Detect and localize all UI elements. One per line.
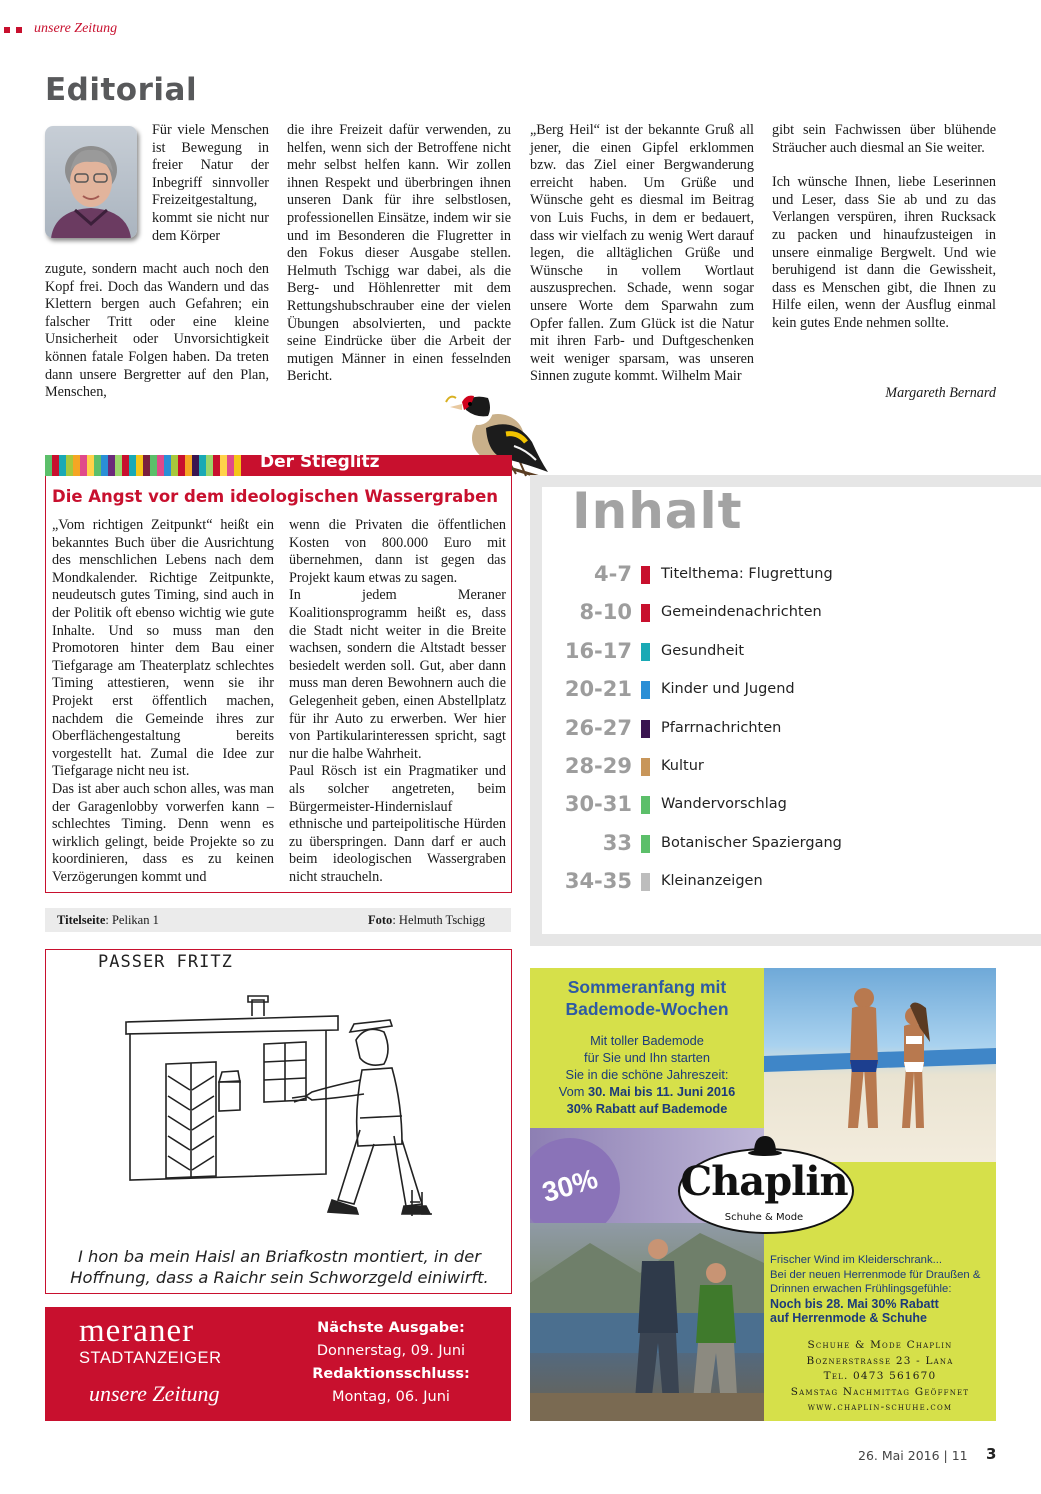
toc-page-range: 30-31 [564, 792, 632, 817]
masthead-issue-info: Nächste Ausgabe: Donnerstag, 09. Juni Redaktionsschluss: Montag, 06. Juni [312, 1320, 470, 1405]
toc-item [562, 637, 862, 667]
toc-item [562, 714, 862, 744]
editorial-col1-bottom: zugute, sondern macht auch noch den Kopf frei. Doch das Wandern und das Klettern bergen auch Gefahren; ein falscher Tritt oder eine kleine Unsicherheit oder Unvorsichtigkeit können fatale Folgen haben. Da treten dann unsere Bergretter auf den Plan, Menschen, [45, 261, 269, 401]
header-brand: unsere Zeitung [34, 21, 118, 36]
masthead-box [45, 1307, 511, 1421]
photo-credit: Foto: Helmuth Tschigg [368, 913, 485, 927]
ad-address: Schuhe & Mode Chaplin Boznerstrasse 23 - Lana Tel. 0473 561670 Samstag Nachmittag Geöffnet www.chaplin-schuhe.com [790, 1339, 970, 1413]
toc-item [562, 560, 862, 590]
stieglitz-col1: „Vom richtigen Zeitpunkt“ heißt ein bekanntes Buch über die Ausrichtung des menschlichen Lebens nach dem Mondkalender. Richtige Zeitpunkte, neudeutsch gutes Timing, sind auch in der Politik oft ebenso wichtig wie gute Inhalte. Und so muss man den Promotoren hinter dem Bau einer Tiefgarage am Theaterplatz schlechtes Timing attestieren, wenn sie ihr Projekt erst öffentlich machen, nachdem die Gemeinde ihres zur Oberflächengestaltung bereits vorgestellt hat. Zumal die Idee zur Tiefgarage nicht neu ist. Das ist aber auch schon alles, was man der Garagenlobby vorwerfen kann – schlechtes Timing. Denn wenn es wirklich gelingt, beide Projekte so zu koordinieren, dass es zu keinen Verzögerungen kommt und [52, 517, 274, 885]
toc-item [562, 752, 862, 782]
toc-color-marker [641, 681, 650, 699]
toc-page-range: 33 [602, 830, 632, 855]
toc-color-marker [641, 720, 650, 738]
toc-color-marker [641, 758, 650, 776]
author-photo [45, 126, 137, 238]
ad-herrenmode-text: Frischer Wind im Kleiderschrank... Bei der neuen Herrenmode für Draußen & Drinnen erwachen Frühlingsgefühle: Noch bis 28. Mai 30% Rabatt auf Herrenmode & Schuhe [770, 1254, 981, 1325]
toc-frame-left [530, 475, 542, 946]
page-number: 3 [986, 1445, 997, 1463]
toc-label: Kinder und Jugend [661, 681, 795, 698]
toc-color-marker [641, 873, 650, 891]
cartoon-title: PASSER FRITZ [98, 952, 233, 972]
toc-color-marker [641, 566, 650, 584]
cartoon-box [45, 949, 512, 1294]
toc-page-range: 20-21 [564, 677, 632, 702]
toc-color-marker [641, 643, 650, 661]
toc-label: Gemeindenachrichten [661, 604, 822, 621]
stieglitz-column-name: Der Stieglitz [260, 452, 380, 472]
hat-icon [748, 1134, 782, 1156]
stieglitz-headline: Die Angst vor dem ideologischen Wassergraben [52, 487, 499, 506]
editorial-col3: „Berg Heil“ ist der bekannte Gruß all jener, die einen Gipfel erklommen bzw. das Ziel einer Bergwanderung erreicht haben. Um Grüße und Wünsche geht es diesmal im Beitrag von Luis Fuchs, in dem er bedauert, dass wir vielfach zu wenig Wert darauf legen, die alltäglichen Grüße und Wünsche in vollem Wortlaut auszusprechen. Schade, wenn sogar unsere Worte dem Sparwahn zum Opfer fallen. Zum Glück ist die Natur mit ihren Farb- und Duftgeschenken weit weniger sparsam, was unseren Sinnen zugute kommt. Wilhelm Mair [530, 122, 754, 385]
cartoon-caption: I hon ba mein Haisl an Briafkostn montiert, in der Hoffnung, dass a Raichr sein Schworzgeld einiwirft. [70, 1247, 489, 1287]
editorial-col4: gibt sein Fachwissen über blühende Sträucher auch diesmal an Sie weiter. Ich wünsche Ihnen, liebe Leserinnen und Leser, dass Sie ab und zu das Verlangen verspüren, ihren Rucksack zu packen und hinaufzusteigen in unsere einmalige Bergwelt. Und wie beruhigend ist dann die Gewissheit, dass es Menschen gibt, die Ihnen zu Hilfe eilen, wenn der Ausflug einmal kein gutes Ende nehmen sollte. [772, 122, 996, 331]
footer-date: 26. Mai 2016 | 11 [858, 1448, 968, 1463]
cartoon-drawing [106, 980, 446, 1240]
toc-label: Wandervorschlag [661, 796, 787, 813]
toc-color-marker [641, 835, 650, 853]
editorial-signature: Margareth Bernard [885, 385, 996, 401]
toc-label: Pfarrnachrichten [661, 719, 782, 736]
ad-headline: Sommeranfang mit Bademode-Wochen [565, 977, 729, 1019]
ad-box [530, 968, 996, 1421]
toc-item [562, 867, 862, 897]
toc-item [562, 598, 862, 628]
toc-page-range: 4-7 [594, 562, 632, 586]
chaplin-brand: Chaplin [680, 1158, 848, 1205]
editorial-title: Editorial [45, 72, 198, 108]
masthead-sub2: unsere Zeitung [89, 1381, 220, 1406]
credits-bar [45, 908, 511, 932]
toc-item [562, 675, 862, 705]
ad-badge-text: 30% [538, 1162, 602, 1209]
toc-color-marker [641, 604, 650, 622]
chaplin-brand-sub: Schuhe & Mode [724, 1212, 804, 1223]
toc-label: Titelthema: Flugrettung [661, 566, 833, 582]
ad-men-photo [530, 1223, 764, 1421]
toc-label: Gesundheit [661, 642, 745, 659]
toc-page-range: 28-29 [564, 754, 632, 778]
toc-label: Kleinanzeigen [661, 873, 763, 890]
toc-frame-bottom [530, 934, 1041, 946]
toc-item [562, 829, 862, 859]
toc-label: Botanischer Spaziergang [661, 834, 842, 851]
toc-color-marker [641, 796, 650, 814]
toc-title: Inhalt [572, 482, 743, 540]
toc-page-range: 34-35 [564, 869, 632, 894]
cartoon-signature [46, 950, 47, 951]
masthead-subname: STADTANZEIGER [79, 1349, 222, 1367]
toc-page-range: 26-27 [564, 715, 632, 740]
stieglitz-col2: wenn die Privaten die öffentlichen Kosten von 800.000 Euro mit übernehmen, dann ist gegen das Projekt kaum etwas zu sagen. In jedem Meraner Koalitionsprogramm heißt es, dass die Stadt nicht weiter in die Breite wachsen, sondern die Altstadt besser besiedelt werden soll. Gut, aber dann muss man deren Bewohnern auch die Gelegenheit geben, einen Abstellplatz für ihr Auto zu erwerben. Wer hier von Partikularinteressen spricht, sagt nur die halbe Wahrheit. Paul Rösch ist ein Pragmatiker und als solcher angetreten, beim Bürgermeister-Hindernislauf ethnische und parteipolitische Hürden zu überspringen. Dann darf er auch beim ideologischen Wassergraben nicht straucheln. [289, 517, 506, 885]
editorial-col1-top: Für viele Menschen ist Bewegung in freier Natur der Inbegriff sinnvoller Freizeitgestaltung, kommt sie nicht nur dem Körper [152, 122, 269, 244]
editorial-col2: die ihre Freizeit dafür verwenden, zu helfen, wenn sich der Betroffene nicht mehr selbst helfen kann. Wir zollen ihnen Respekt und überbringen ihnen unseren Dank für ihre selbstlosen, professionellen Einsätze, indem wir sie und im Besonderen die Flugretter in den Fokus dieser Ausgabe stellen. Helmuth Tschigg war dabei, als die Berg- und Höhlenretter mit dem Rettungshubschrauber eine der vielen Übungen absolvierten, und packte seine Eindrücke über die Arbeit der mutigen Männer in einen fesselnden Bericht. [287, 122, 511, 385]
masthead-name: meraner [79, 1313, 195, 1349]
toc-page-range: 8-10 [579, 600, 632, 625]
ad-bademode-text: Mit toller Bademode für Sie und Ihn starten Sie in die schöne Jahreszeit: Vom 30. Mai bis 11. Juni 2016 30% Rabatt auf Bademode [558, 1033, 736, 1116]
toc-item [562, 790, 862, 820]
cover-credit: Titelseite: Pelikan 1 [57, 913, 159, 927]
ad-beach-photo [764, 968, 996, 1162]
toc-label: Kultur [661, 758, 704, 774]
toc-page-range: 16-17 [564, 638, 632, 663]
